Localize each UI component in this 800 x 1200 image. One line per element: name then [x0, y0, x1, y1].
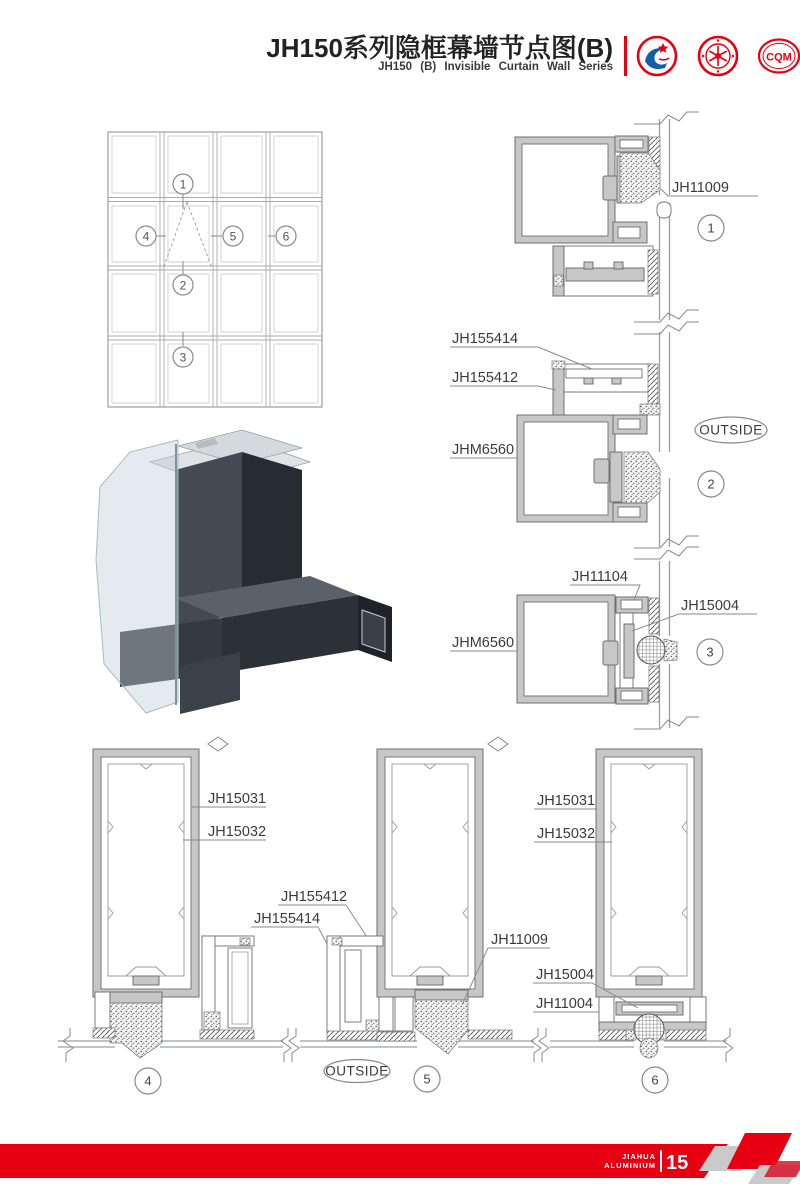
part-label: JH11104: [572, 569, 628, 585]
detail-3-marker: [697, 639, 723, 665]
svg-text:6: 6: [651, 1072, 659, 1088]
elevation-marker-5: [223, 226, 243, 246]
svg-text:OUTSIDE: OUTSIDE: [699, 422, 763, 438]
elevation-diagram: [108, 132, 322, 407]
footer-brand-top: JIAHUA: [622, 1152, 656, 1161]
detail-2-section: [450, 331, 767, 522]
detail-1-section: [515, 136, 758, 296]
part-label: JH155412: [281, 889, 348, 905]
svg-text:2: 2: [707, 476, 715, 492]
vent-opening-dashes: [163, 202, 212, 269]
svg-text:3: 3: [179, 350, 187, 365]
detail-1-marker: [698, 215, 724, 241]
detail-6-marker: [642, 1067, 668, 1093]
detail-4-marker: [135, 1068, 161, 1094]
part-label: JHM6560: [452, 635, 515, 651]
detail-4-section: [93, 749, 367, 1094]
svg-text:1: 1: [179, 177, 187, 192]
svg-text:2: 2: [179, 278, 187, 293]
part-label: JH15031: [537, 793, 596, 809]
elevation-marker-3: [173, 347, 193, 367]
detail-2-marker: [698, 471, 724, 497]
round-gasket: [637, 636, 665, 664]
elevation-marker-1: [173, 174, 193, 194]
svg-text:5: 5: [229, 229, 237, 244]
svg-text:6: 6: [282, 229, 290, 244]
cqm-text: CQM: [766, 51, 792, 64]
elevation-marker-6: [276, 226, 296, 246]
part-label: JH11004: [536, 996, 593, 1012]
footer-divider: [660, 1150, 662, 1172]
part-label: JH11009: [491, 932, 548, 948]
svg-text:OUTSIDE: OUTSIDE: [325, 1063, 389, 1079]
page-number: 15: [666, 1152, 689, 1174]
part-label: JH155414: [254, 911, 321, 927]
page-title: JH150系列隐框幕墙节点图(B): [266, 33, 613, 63]
outside-tag-right: [695, 417, 767, 443]
leader-jh155412: [450, 386, 556, 390]
svg-text:5: 5: [423, 1071, 431, 1087]
part-label: JH15031: [208, 791, 267, 807]
leader-jh155414-4: [251, 927, 332, 953]
part-label: JH15032: [208, 824, 267, 840]
detail-3-section: [450, 569, 757, 704]
outside-tag-bottom: [324, 1060, 390, 1083]
profile-3d-render: [96, 430, 392, 714]
part-label: JHM6560: [452, 442, 515, 458]
part-label: JH15004: [681, 598, 740, 614]
svg-text:4: 4: [144, 1073, 152, 1089]
elevation-marker-2: [173, 275, 193, 295]
svg-text:4: 4: [142, 229, 150, 244]
part-label: JH155412: [452, 370, 519, 386]
part-label: JH15004: [536, 967, 595, 983]
svg-text:1: 1: [707, 220, 715, 236]
part-label: JH15032: [537, 826, 596, 842]
part-label: JH11009: [672, 180, 729, 196]
detail-5-marker: [414, 1066, 440, 1092]
footer-brand-bottom: ALUMINIUM: [604, 1161, 656, 1170]
part-label: JH155414: [452, 331, 519, 347]
page-subtitle: JH150 (B) Invisible Curtain Wall Series: [378, 61, 613, 73]
svg-text:3: 3: [706, 644, 714, 660]
elevation-marker-4: [136, 226, 156, 246]
footer-band: [0, 1133, 800, 1184]
